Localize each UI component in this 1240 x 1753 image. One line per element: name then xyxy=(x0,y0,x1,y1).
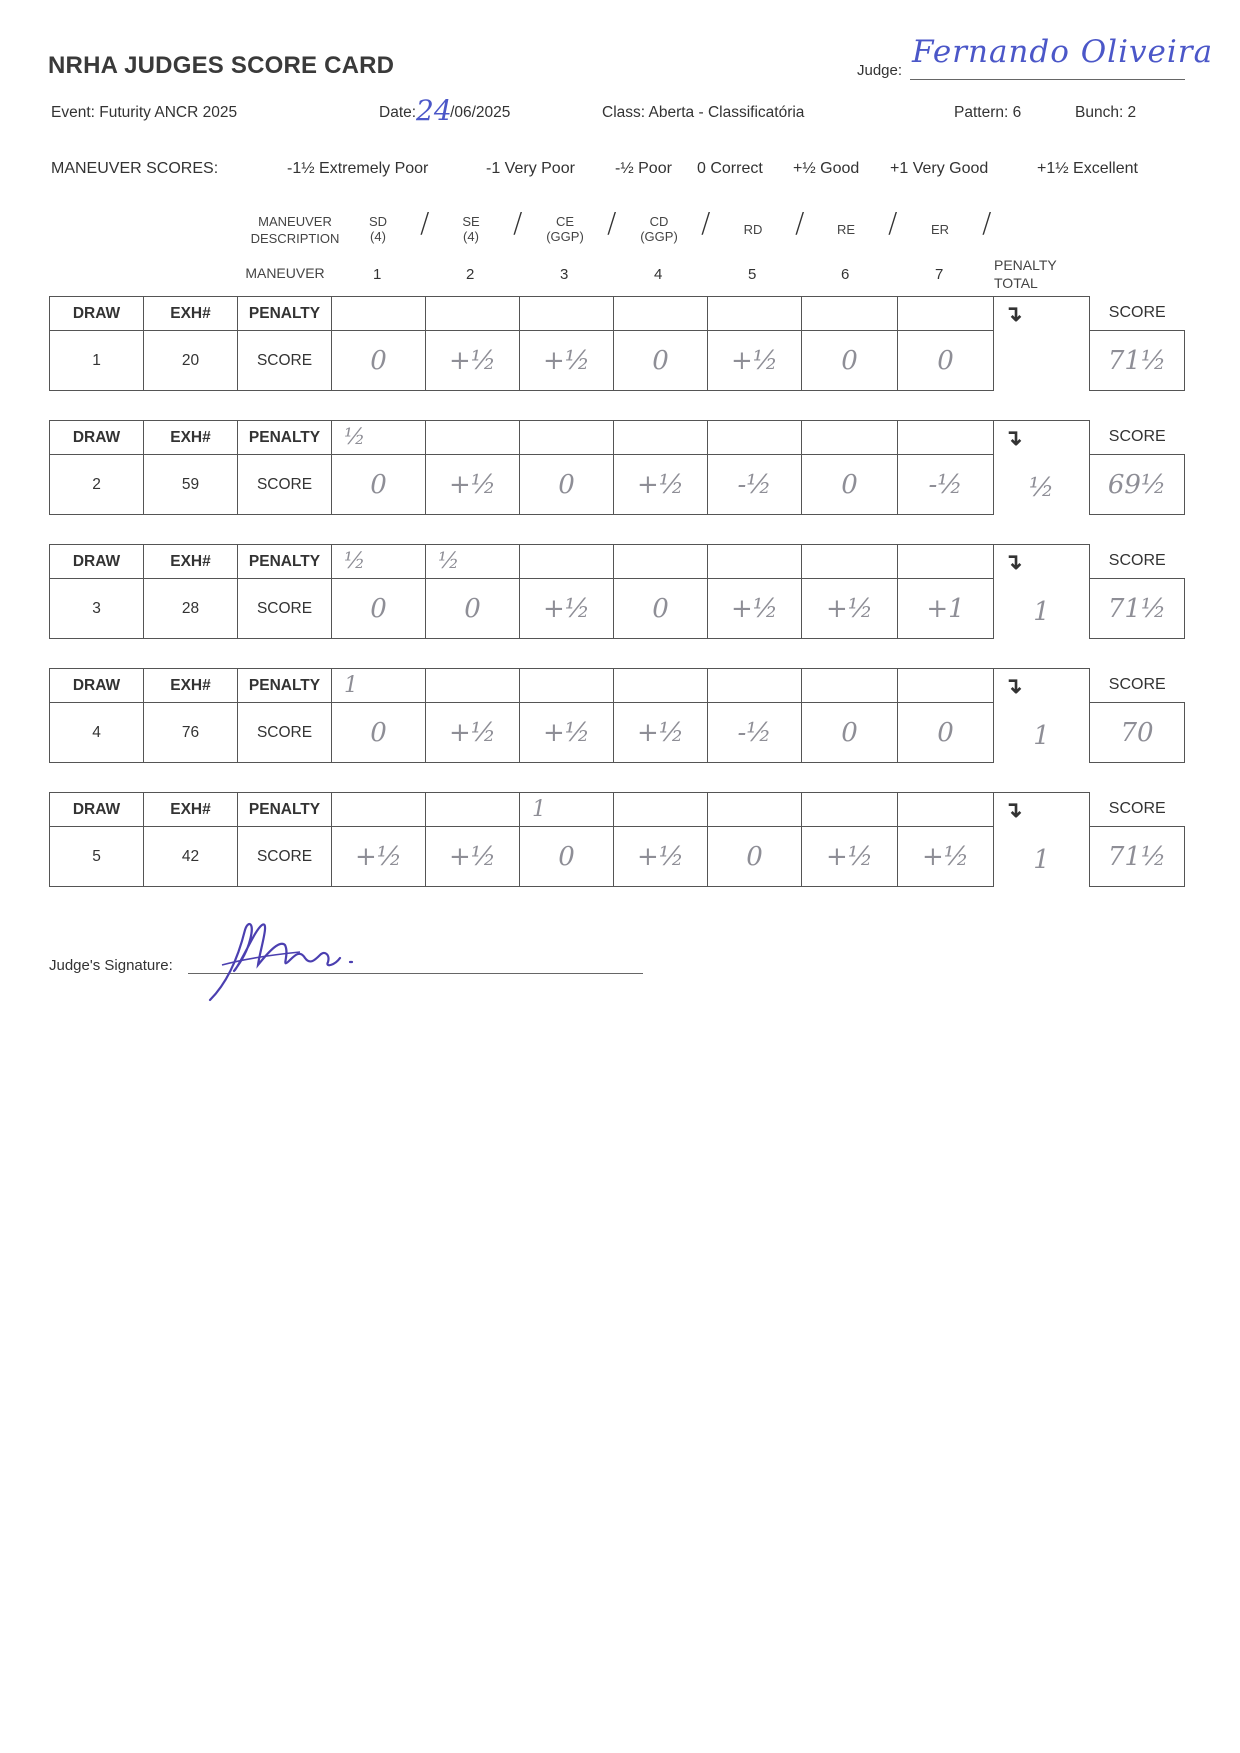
maneuver-score-mark: -½ xyxy=(737,469,772,500)
judge-underline xyxy=(910,79,1185,80)
penalty-cell-m7[interactable] xyxy=(898,297,994,331)
penalty-cell-m7[interactable] xyxy=(898,545,994,579)
maneuver-score-mark: +½ xyxy=(543,345,590,376)
maneuver-desc-line2: DESCRIPTION xyxy=(250,231,340,246)
maneuver-score-mark: 0 xyxy=(464,593,481,624)
score-block-draw-5 xyxy=(49,792,1185,886)
score-block-draw-3 xyxy=(49,544,1185,638)
penalty-cell-m6[interactable] xyxy=(802,545,898,579)
penalty-cell-m1[interactable] xyxy=(332,421,426,455)
total-score-cell[interactable] xyxy=(1090,703,1185,763)
judge-signature[interactable] xyxy=(200,910,400,1010)
maneuver-score-mark: 0 xyxy=(370,469,387,500)
penalty-cell-m5[interactable] xyxy=(708,297,802,331)
maneuver-score-cell-m6[interactable] xyxy=(802,703,898,763)
score-header: SCORE xyxy=(1090,793,1185,827)
maneuver-score-mark: +½ xyxy=(543,593,590,624)
maneuver-score-mark: +½ xyxy=(637,717,684,748)
exhibitor-number: 28 xyxy=(144,579,238,639)
penalty-cell-m5[interactable] xyxy=(708,669,802,703)
penalty-header: PENALTY xyxy=(238,545,332,579)
maneuver-score-mark: +1 xyxy=(926,593,965,624)
score-header: SCORE xyxy=(1090,669,1185,703)
maneuver-code-text: CD xyxy=(649,214,669,229)
legend-correct: 0 Correct xyxy=(697,160,763,177)
score-label: SCORE xyxy=(238,455,332,515)
arrow-down-right-icon: ↴ xyxy=(1004,301,1023,326)
penalty-header: PENALTY xyxy=(238,793,332,827)
maneuver-code-text: CE xyxy=(555,214,575,229)
penalty-cell-m3[interactable] xyxy=(520,545,614,579)
score-block-draw-4 xyxy=(49,668,1185,762)
maneuver-code-text: SD xyxy=(368,214,388,229)
draw-number: 3 xyxy=(50,579,144,639)
maneuver-score-cell-m1[interactable] xyxy=(332,455,426,515)
penalty-cell-m7[interactable] xyxy=(898,421,994,455)
penalty-cell-m3[interactable] xyxy=(520,297,614,331)
score-label: SCORE xyxy=(238,331,332,391)
maneuver-score-mark: +½ xyxy=(826,841,873,872)
penalty-header: PENALTY xyxy=(238,297,332,331)
maneuver-code-sub: (GGP) xyxy=(640,229,678,244)
penalty-cell-m7[interactable] xyxy=(898,669,994,703)
penalty-header: PENALTY xyxy=(238,421,332,455)
maneuver-score-cell-m5[interactable] xyxy=(708,827,802,887)
score-header: SCORE xyxy=(1090,421,1185,455)
maneuver-score-cell-m4[interactable] xyxy=(614,455,708,515)
maneuver-score-mark: +½ xyxy=(826,593,873,624)
maneuver-code-sub: (4) xyxy=(370,229,386,244)
maneuver-score-cell-m2[interactable] xyxy=(426,331,520,391)
maneuver-score-mark: 0 xyxy=(937,345,954,376)
maneuver-score-cell-m2[interactable] xyxy=(426,703,520,763)
maneuver-score-mark: +½ xyxy=(922,841,969,872)
score-header: SCORE xyxy=(1090,545,1185,579)
penalty-cell-m2[interactable] xyxy=(426,297,520,331)
exh-header: EXH# xyxy=(144,793,238,827)
maneuver-score-mark: +½ xyxy=(731,593,778,624)
penalty-cell-m4[interactable] xyxy=(614,421,708,455)
maneuver-score-mark: 0 xyxy=(841,717,858,748)
draw-header: DRAW xyxy=(50,297,144,331)
maneuver-score-mark: 0 xyxy=(652,345,669,376)
maneuver-score-mark: +½ xyxy=(543,717,590,748)
maneuver-score-cell-m7[interactable] xyxy=(898,703,994,763)
maneuver-score-cell-m3[interactable] xyxy=(520,703,614,763)
draw-header: DRAW xyxy=(50,669,144,703)
draw-number: 4 xyxy=(50,703,144,763)
maneuver-score-mark: 0 xyxy=(937,717,954,748)
maneuver-score-cell-m2[interactable] xyxy=(426,455,520,515)
penalty-cell-m6[interactable] xyxy=(802,793,898,827)
maneuver-score-cell-m3[interactable] xyxy=(520,827,614,887)
maneuver-score-cell-m7[interactable] xyxy=(898,455,994,515)
draw-number: 2 xyxy=(50,455,144,515)
maneuver-score-mark: 0 xyxy=(841,345,858,376)
penalty-cell-m6[interactable] xyxy=(802,297,898,331)
maneuver-separator-slash: / xyxy=(701,206,711,239)
penalty-cell-m5[interactable] xyxy=(708,421,802,455)
draw-number: 1 xyxy=(50,331,144,391)
date-rest: /06/2025 xyxy=(450,104,511,121)
total-score-value: 69½ xyxy=(1107,469,1167,500)
penalty-cell-m3[interactable] xyxy=(520,669,614,703)
date-handwritten-day: 24 xyxy=(416,94,452,127)
maneuver-code-text: RD xyxy=(743,222,763,237)
arrow-down-right-icon: ↴ xyxy=(1004,797,1023,822)
maneuver-separator-slash: / xyxy=(607,206,617,239)
maneuver-number-7: 7 xyxy=(935,266,944,283)
penalty-total-value: 1 xyxy=(1033,844,1050,875)
maneuver-score-mark: +½ xyxy=(637,841,684,872)
maneuver-score-cell-m5[interactable] xyxy=(708,455,802,515)
maneuver-score-cell-m6[interactable] xyxy=(802,455,898,515)
penalty-cell-m3[interactable] xyxy=(520,421,614,455)
exh-header: EXH# xyxy=(144,545,238,579)
maneuver-number-6: 6 xyxy=(841,266,850,283)
maneuver-score-cell-m3[interactable] xyxy=(520,455,614,515)
maneuver-score-mark: 0 xyxy=(652,593,669,624)
total-score-value: 71½ xyxy=(1107,841,1167,872)
penalty-total-line1: PENALTY xyxy=(994,257,1057,273)
maneuver-code-5 xyxy=(723,214,783,237)
penalty-cell-m7[interactable] xyxy=(898,793,994,827)
score-label: SCORE xyxy=(238,703,332,763)
arrow-down-right-icon: ↴ xyxy=(1004,425,1023,450)
maneuver-code-3 xyxy=(535,214,595,244)
score-label: SCORE xyxy=(238,579,332,639)
pattern-text: Pattern: 6 xyxy=(954,104,1022,121)
total-score-cell[interactable] xyxy=(1090,579,1185,639)
maneuver-desc-line1: MANEUVER xyxy=(258,214,332,229)
maneuver-code-text: SE xyxy=(462,214,480,229)
penalty-total-cell[interactable] xyxy=(994,793,1090,887)
legend-poor: -½ Poor xyxy=(615,160,672,177)
penalty-cell-m5[interactable] xyxy=(708,545,802,579)
maneuver-score-mark: +½ xyxy=(449,841,496,872)
penalty-total-label xyxy=(994,256,1057,292)
penalty-mark: 1 xyxy=(344,673,358,698)
penalty-total-line2: TOTAL xyxy=(994,275,1038,291)
judge-label: Judge: xyxy=(857,62,903,79)
total-score-value: 70 xyxy=(1120,717,1154,748)
maneuver-score-cell-m2[interactable] xyxy=(426,827,520,887)
maneuver-code-4 xyxy=(629,214,689,244)
maneuver-score-cell-m2[interactable] xyxy=(426,579,520,639)
maneuver-score-cell-m7[interactable] xyxy=(898,827,994,887)
maneuver-number-2: 2 xyxy=(466,266,475,283)
exhibitor-number: 42 xyxy=(144,827,238,887)
legend-label: MANEUVER SCORES: xyxy=(51,160,219,177)
penalty-total-cell[interactable] xyxy=(994,545,1090,639)
arrow-down-right-icon: ↴ xyxy=(1004,673,1023,698)
penalty-mark: ½ xyxy=(344,549,366,574)
maneuver-separator-slash: / xyxy=(795,206,805,239)
arrow-down-right-icon: ↴ xyxy=(1004,549,1023,574)
penalty-total-cell[interactable] xyxy=(994,297,1090,391)
maneuver-separator-slash: / xyxy=(888,206,898,239)
maneuver-score-mark: +½ xyxy=(449,345,496,376)
maneuver-score-cell-m4[interactable] xyxy=(614,827,708,887)
maneuver-score-cell-m1[interactable] xyxy=(332,827,426,887)
penalty-cell-m2[interactable] xyxy=(426,545,520,579)
maneuver-code-sub: (4) xyxy=(463,229,479,244)
maneuver-score-cell-m5[interactable] xyxy=(708,703,802,763)
card-title: NRHA JUDGES SCORE CARD xyxy=(48,52,395,79)
exhibitor-number: 76 xyxy=(144,703,238,763)
draw-header: DRAW xyxy=(50,421,144,455)
total-score-value: 71½ xyxy=(1107,593,1167,624)
maneuver-score-cell-m7[interactable] xyxy=(898,331,994,391)
signature-label: Judge's Signature: xyxy=(49,957,173,974)
penalty-header: PENALTY xyxy=(238,669,332,703)
exh-header: EXH# xyxy=(144,421,238,455)
maneuver-score-mark: 0 xyxy=(558,841,575,872)
maneuver-score-mark: +½ xyxy=(449,717,496,748)
total-score-cell[interactable] xyxy=(1090,455,1185,515)
exh-header: EXH# xyxy=(144,297,238,331)
penalty-cell-m6[interactable] xyxy=(802,421,898,455)
maneuver-code-text: RE xyxy=(836,222,856,237)
maneuver-score-cell-m6[interactable] xyxy=(802,579,898,639)
penalty-mark: ½ xyxy=(438,549,460,574)
maneuver-score-mark: 0 xyxy=(746,841,763,872)
maneuver-code-2 xyxy=(441,214,501,244)
maneuver-score-mark: +½ xyxy=(355,841,402,872)
penalty-cell-m4[interactable] xyxy=(614,297,708,331)
maneuver-number-3: 3 xyxy=(560,266,569,283)
penalty-cell-m4[interactable] xyxy=(614,793,708,827)
date-label: Date: xyxy=(379,104,417,121)
score-block-draw-1 xyxy=(49,296,1185,390)
draw-header: DRAW xyxy=(50,545,144,579)
maneuver-score-cell-m1[interactable] xyxy=(332,331,426,391)
penalty-cell-m3[interactable] xyxy=(520,793,614,827)
score-header: SCORE xyxy=(1090,297,1185,331)
maneuver-score-mark: +½ xyxy=(449,469,496,500)
maneuver-separator-slash: / xyxy=(420,206,430,239)
maneuver-code-text: ER xyxy=(930,222,950,237)
penalty-mark: 1 xyxy=(532,797,546,822)
penalty-total-value: 1 xyxy=(1033,596,1050,627)
maneuver-description-label xyxy=(240,214,350,246)
bunch-text: Bunch: 2 xyxy=(1075,104,1137,121)
maneuver-score-mark: 0 xyxy=(370,593,387,624)
maneuver-score-mark: 0 xyxy=(370,717,387,748)
maneuver-separator-slash: / xyxy=(513,206,523,239)
penalty-cell-m2[interactable] xyxy=(426,669,520,703)
penalty-total-value: ½ xyxy=(1028,472,1055,503)
penalty-cell-m2[interactable] xyxy=(426,421,520,455)
maneuver-score-cell-m4[interactable] xyxy=(614,703,708,763)
legend-very-good: +1 Very Good xyxy=(890,160,989,177)
maneuver-score-mark: 0 xyxy=(841,469,858,500)
penalty-cell-m1[interactable] xyxy=(332,545,426,579)
total-score-cell[interactable] xyxy=(1090,331,1185,391)
penalty-cell-m1[interactable] xyxy=(332,793,426,827)
total-score-value: 71½ xyxy=(1107,345,1167,376)
maneuver-code-6 xyxy=(816,214,876,237)
maneuver-code-1 xyxy=(348,214,408,244)
legend-good: +½ Good xyxy=(793,160,860,177)
maneuver-number-label: MANEUVER xyxy=(245,265,325,281)
maneuver-separator-slash: / xyxy=(982,206,992,239)
penalty-total-cell[interactable] xyxy=(994,421,1090,515)
maneuver-score-cell-m5[interactable] xyxy=(708,579,802,639)
maneuver-score-cell-m5[interactable] xyxy=(708,331,802,391)
maneuver-score-mark: 0 xyxy=(558,469,575,500)
penalty-cell-m5[interactable] xyxy=(708,793,802,827)
maneuver-score-mark: +½ xyxy=(731,345,778,376)
maneuver-score-cell-m7[interactable] xyxy=(898,579,994,639)
penalty-cell-m6[interactable] xyxy=(802,669,898,703)
maneuver-code-sub: (GGP) xyxy=(546,229,584,244)
maneuver-score-cell-m4[interactable] xyxy=(614,331,708,391)
maneuver-score-cell-m1[interactable] xyxy=(332,703,426,763)
maneuver-score-cell-m1[interactable] xyxy=(332,579,426,639)
maneuver-number-1: 1 xyxy=(373,266,382,283)
total-score-cell[interactable] xyxy=(1090,827,1185,887)
maneuver-score-mark: +½ xyxy=(637,469,684,500)
maneuver-score-mark: -½ xyxy=(737,717,772,748)
event-text: Event: Futurity ANCR 2025 xyxy=(51,104,238,121)
penalty-total-value: 1 xyxy=(1033,720,1050,751)
legend-excellent: +1½ Excellent xyxy=(1037,160,1138,177)
legend-very-poor: -1 Very Poor xyxy=(486,160,575,177)
maneuver-score-cell-m4[interactable] xyxy=(614,579,708,639)
maneuver-score-mark: 0 xyxy=(370,345,387,376)
maneuver-score-cell-m3[interactable] xyxy=(520,331,614,391)
maneuver-code-7 xyxy=(910,214,970,237)
legend-extremely-poor: -1½ Extremely Poor xyxy=(287,160,429,177)
penalty-cell-m1[interactable] xyxy=(332,297,426,331)
maneuver-score-cell-m6[interactable] xyxy=(802,331,898,391)
penalty-total-cell[interactable] xyxy=(994,669,1090,763)
maneuver-score-mark: -½ xyxy=(928,469,963,500)
maneuver-score-cell-m6[interactable] xyxy=(802,827,898,887)
exhibitor-number: 20 xyxy=(144,331,238,391)
score-block-draw-2 xyxy=(49,420,1185,514)
draw-number: 5 xyxy=(50,827,144,887)
exhibitor-number: 59 xyxy=(144,455,238,515)
draw-header: DRAW xyxy=(50,793,144,827)
maneuver-number-5: 5 xyxy=(748,266,757,283)
maneuver-score-cell-m3[interactable] xyxy=(520,579,614,639)
penalty-mark: ½ xyxy=(344,425,366,450)
penalty-cell-m1[interactable] xyxy=(332,669,426,703)
penalty-cell-m2[interactable] xyxy=(426,793,520,827)
class-text: Class: Aberta - Classificatória xyxy=(602,104,805,121)
penalty-cell-m4[interactable] xyxy=(614,545,708,579)
exh-header: EXH# xyxy=(144,669,238,703)
penalty-cell-m4[interactable] xyxy=(614,669,708,703)
maneuver-number-4: 4 xyxy=(654,266,663,283)
score-label: SCORE xyxy=(238,827,332,887)
judge-name[interactable]: Fernando Oliveira xyxy=(912,34,1214,70)
